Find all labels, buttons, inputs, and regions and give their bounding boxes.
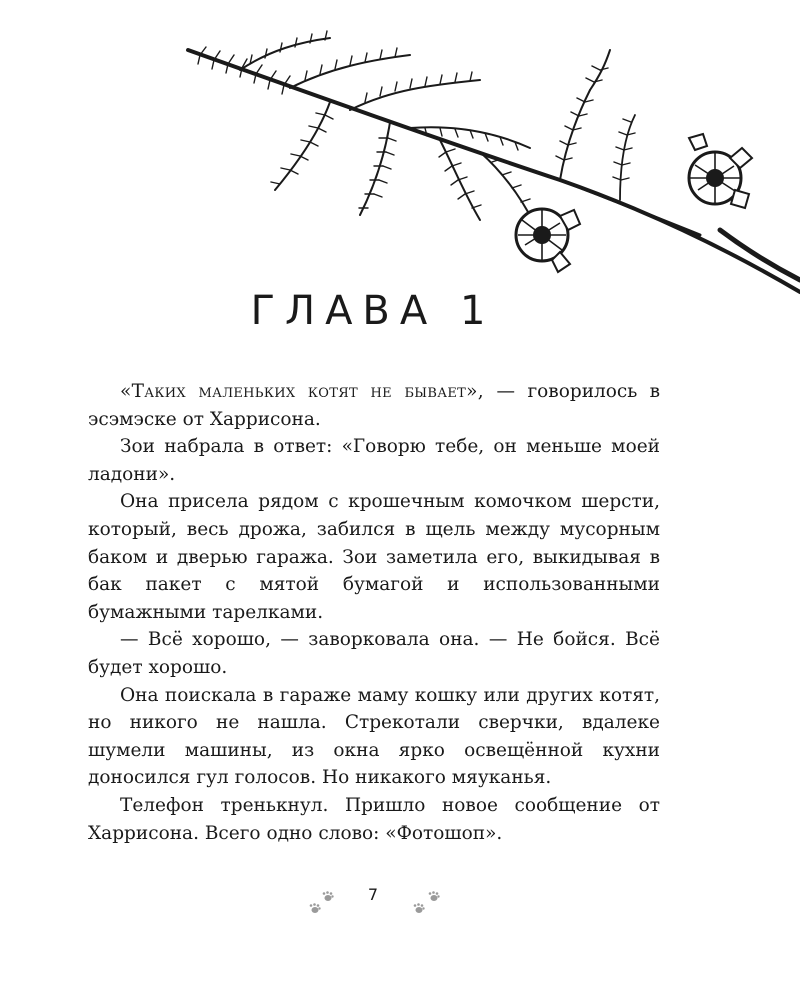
lead-smallcaps-text: «Таких маленьких котят не бывает», — <box>120 381 516 402</box>
body-paragraph: Она поискала в гараже маму кошку или других котят, но никого не нашла. Стрекотали сверчки, вдалеке шумели машины, из окна ярко освещённой кухни доносился гул голосов. Но никакого мяуканья. <box>88 684 660 789</box>
chapter-body <box>88 378 660 847</box>
page-number: 7 <box>367 885 379 904</box>
lead-paragraph <box>88 378 660 433</box>
body-paragraph: — Всё хорошо, — заворковала она. — Не бойся. Всё будет хорошо. <box>88 629 660 678</box>
lead-rest-text: говорилось в эсэмэске от Харрисона. <box>88 381 660 430</box>
body-paragraph: Телефон тренькнул. Пришло новое сообщение от Харрисона. Всего одно слово: «Фотошоп». <box>88 794 660 844</box>
paw-prints-right-icon <box>410 890 440 920</box>
body-paragraph: Зои набрала в ответ: «Говорю тебе, он меньше моей ладони». <box>88 436 660 485</box>
body-paragraph: Она присела рядом с крошечным комочком шерсти, который, весь дрожа, забился в щель между мусорным баком и дверью гаража. Зои заметила его, выкидывая в бак пакет с мятой бумагой и использованными бумажными тарелками. <box>88 491 660 623</box>
chapter-title: ГЛАВА 1 <box>250 288 496 334</box>
cypress-branch-illustration <box>180 30 800 300</box>
